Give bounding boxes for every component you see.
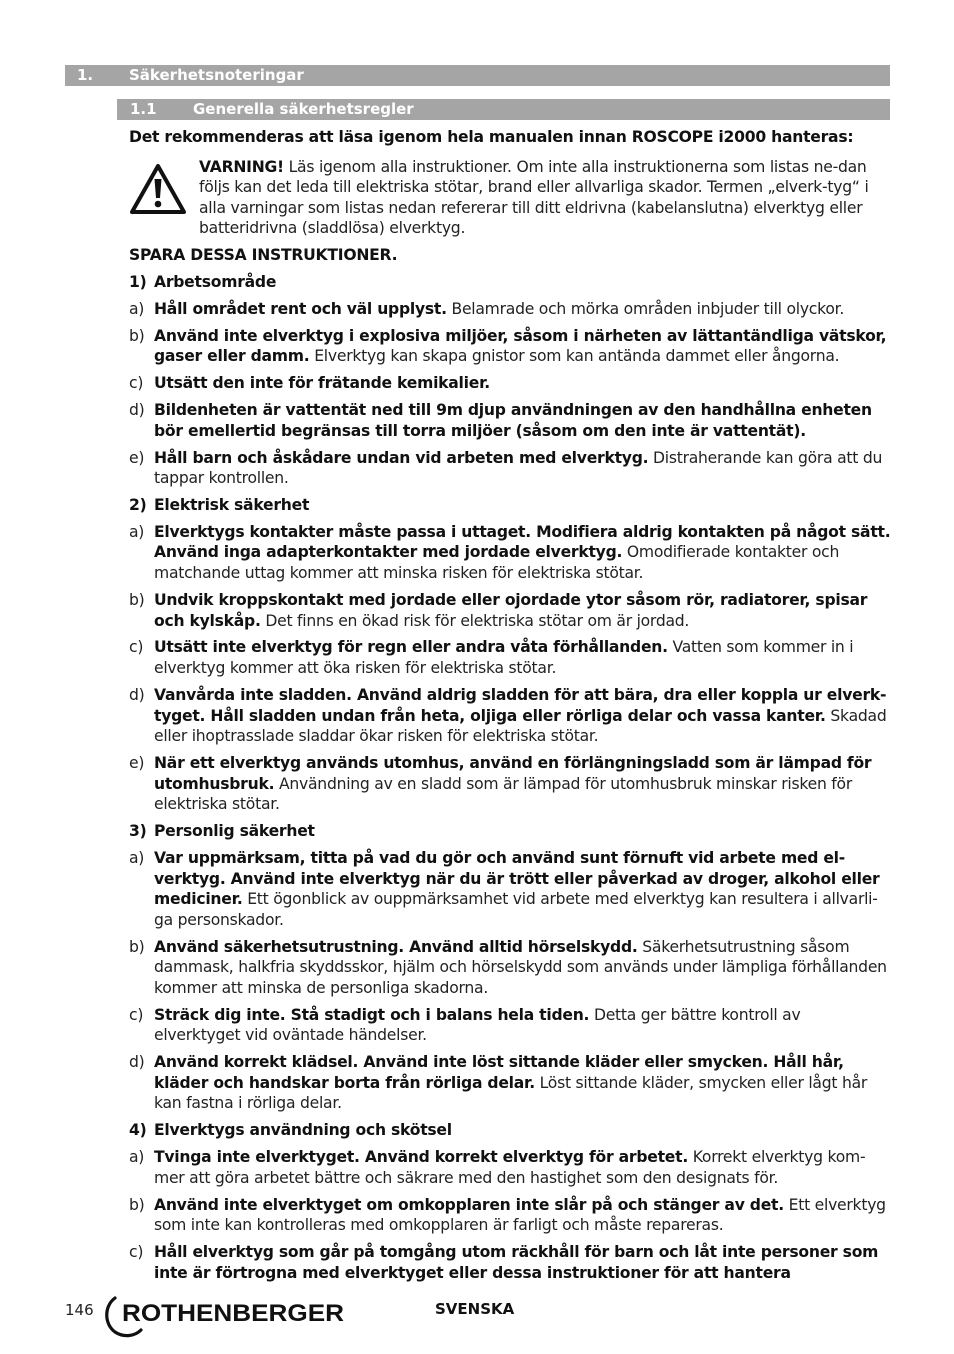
list-item [129, 1005, 891, 1046]
list-item [129, 448, 891, 489]
list-item-text [154, 299, 891, 320]
list-item-body: Ett elverktyg som inte kan kontrolleras med omkopplaren är farligt och måste repareras. [154, 1195, 886, 1235]
list-item-text [154, 522, 891, 584]
list-item-bold: Använd korrekt klädsel. Använd inte löst sittande kläder eller smycken. Håll hår, kläder och handskar borta från rörliga delar. [154, 1053, 844, 1092]
list-item-body: Distraherande kan göra att du tappar kontrollen. [154, 448, 883, 488]
list-item-letter: b) [129, 1195, 145, 1214]
list-item-text [154, 937, 891, 999]
subsection-number: 1.1 [130, 100, 157, 118]
list-item-body: Skadad eller ihoptrasslade sladdar ökar risken för elektriska stötar. [154, 706, 887, 746]
list-item [129, 937, 891, 999]
list-item [129, 299, 891, 320]
list-item-letter: a) [129, 522, 145, 541]
list-item-letter: a) [129, 848, 145, 867]
list-item-body: Belamrade och mörka områden inbjuder till olyckor. [446, 299, 845, 318]
list-item-body: Det finns en ökad risk för elektriska stötar om är jordad. [260, 611, 690, 630]
list-item-bold: Håll området rent och väl upplyst. [154, 299, 447, 318]
list-item-body: Elverktyg kan skapa gnistor som kan antända dammet eller ångorna. [309, 347, 840, 366]
warning-triangle-icon [129, 163, 187, 215]
list-item [129, 373, 891, 394]
list-item-text [154, 1052, 891, 1114]
section-heading-title: Personlig säkerhet [154, 822, 315, 841]
list-item [129, 522, 891, 584]
warning-block [129, 157, 891, 239]
list-item-letter: d) [129, 1053, 145, 1072]
list-item [129, 1242, 891, 1283]
list-item-body: Vatten som kommer in i elverktyg kommer att öka risken för elektriska stötar. [154, 638, 854, 678]
section-heading-number: 2) [129, 495, 147, 514]
list-item [129, 848, 891, 930]
logo-text: ROTHENBERGER [122, 1300, 344, 1327]
save-note [129, 245, 891, 266]
list-item-bold: Undvik kroppskontakt med jordade eller ojordade ytor såsom rör, radiatorer, spisar och kylskåp. [154, 590, 868, 630]
warning-label: VARNING! [199, 157, 284, 176]
rothenberger-logo [101, 1292, 351, 1338]
safety-sections [129, 272, 891, 1283]
list-item-bold: Håll barn och åskådare undan vid arbeten med elverktyg. [154, 448, 649, 467]
list-item-bold: Tvinga inte elverktyget. Använd korrekt elverktyg för arbetet. [154, 1148, 688, 1167]
section-heading-number: 3) [129, 822, 147, 841]
list-item-bold: Var uppmärksam, titta på vad du gör och använd sunt förnuft vid arbete med el-verktyg. Använd inte elverktyg när du är trött eller påverkad av droger, alkohol eller mediciner. [154, 848, 880, 909]
list-item-text [154, 1147, 891, 1188]
list-item-letter: e) [129, 448, 145, 467]
list-item [129, 753, 891, 815]
section-heading [129, 272, 891, 293]
language-label: SVENSKA [435, 1300, 515, 1318]
list-item-text [154, 1195, 891, 1236]
section-heading-title: Arbetsområde [154, 272, 277, 291]
section-heading-number: 4) [129, 1121, 147, 1140]
list-item-bold: Håll elverktyg som går på tomgång utom räckhåll för barn och låt inte personer som inte är förtrogna med elverktyget eller dessa instruktioner för att hantera [154, 1243, 879, 1282]
list-item-text [154, 326, 891, 367]
list-item-letter: d) [129, 685, 145, 704]
list-item-body: Omodifierade kontakter och matchande uttag kommer att minska risken för elektriska stötar. [154, 543, 840, 583]
list-item-body: Korrekt elverktyg kom-mer att göra arbetet bättre och säkrare med den hastighet som den designats för. [154, 1148, 866, 1187]
list-item-body: Säkerhetsutrustning såsom dammask, halkfria skyddsskor, hjälm och hörselskydd som används under lämpliga förhållanden kommer att minska de personliga skadorna. [154, 937, 887, 997]
section-heading [129, 821, 891, 842]
section-heading [129, 495, 891, 516]
list-item-bold: Använd inte elverktyg i explosiva miljöer, såsom i närheten av lättantändliga vätskor, gaser eller damm. [154, 326, 887, 366]
save-note-text: SPARA DESSA INSTRUKTIONER. [129, 245, 398, 264]
subsection-title: Generella säkerhetsregler [193, 100, 414, 118]
list-item [129, 1195, 891, 1236]
list-item-text [154, 1242, 891, 1283]
list-item-text [154, 685, 891, 747]
list-item-body: Löst sittande kläder, smycken eller lågt hår kan fastna i rörliga delar. [154, 1073, 868, 1113]
list-item-text [154, 637, 891, 678]
section-heading-number: 1) [129, 272, 147, 291]
list-item-letter: c) [129, 1005, 144, 1024]
list-item-bold: Elverktygs kontakter måste passa i uttaget. Modifiera aldrig kontakten på något sätt. Använd inga adapterkontakter med jordade elverktyg. [154, 522, 891, 562]
subsection-heading-bar [117, 99, 890, 120]
list-item-body: Användning av en sladd som är lämpad för utomhusbruk minskar risken för elektriska stötar. [154, 774, 852, 814]
list-item [129, 637, 891, 678]
list-item [129, 1052, 891, 1114]
list-item-letter: c) [129, 374, 144, 393]
list-item-letter: b) [129, 937, 145, 956]
list-item-text [154, 373, 891, 394]
list-item-letter: b) [129, 590, 145, 609]
section-heading [129, 1120, 891, 1141]
list-item [129, 1147, 891, 1188]
list-item-letter: d) [129, 401, 145, 420]
list-item-letter: e) [129, 754, 145, 772]
list-item-letter: a) [129, 299, 145, 318]
list-item-text [154, 753, 891, 815]
warning-text [199, 158, 869, 238]
list-item-body: Ett ögonblick av ouppmärksamhet vid arbete med elverktyg kan resultera i allvarli-ga personskador. [154, 890, 878, 929]
list-item-letter: c) [129, 638, 144, 657]
list-item-bold: När ett elverktyg används utomhus, använd en förlängningsladd som är lämpad för utomhusbruk. [154, 754, 872, 793]
list-item-bold: Sträck dig inte. Stå stadigt och i balans hela tiden. [154, 1005, 590, 1024]
manual-body [129, 127, 891, 1290]
list-item [129, 400, 891, 441]
section-heading-bar [65, 65, 890, 86]
list-item-bold: Använd inte elverktyget om omkopplaren inte slår på och stänger av det. [154, 1195, 784, 1214]
list-item-text [154, 1005, 891, 1046]
intro-text: Det rekommenderas att läsa igenom hela manualen innan ROSCOPE i2000 hanteras: [129, 128, 854, 146]
section-heading-title: Elektrisk säkerhet [154, 495, 310, 514]
list-item-bold: Vanvårda inte sladden. Använd aldrig sladden för att bära, dra eller koppla ur elverk-tyget. Håll sladden undan från heta, oljiga eller rörliga delar och vassa kanter. [154, 685, 887, 725]
list-item-letter: b) [129, 326, 145, 345]
list-item-bold: Använd säkerhetsutrustning. Använd alltid hörselskydd. [154, 937, 638, 956]
warning-body: Läs igenom alla instruktioner. Om inte alla instruktionerna som listas ne-dan följs kan det leda till elektriska stötar, brand eller allvarliga skador. Termen „elverk-tyg“ i alla varningar som listas nedan refererar till ditt eldrivna (kabelanslutna) elverktyg eller batteridrivna (sladdlösa) elverktyg. [199, 157, 869, 238]
list-item-body: Detta ger bättre kontroll av elverktyget vid oväntade händelser. [154, 1005, 801, 1045]
list-item-bold: Utsätt inte elverktyg för regn eller andra våta förhållanden. [154, 638, 668, 657]
list-item-text [154, 448, 891, 489]
section-number: 1. [77, 66, 94, 84]
section-title: Säkerhetsnoteringar [129, 66, 304, 84]
page-footer [0, 1292, 954, 1342]
section-heading-title: Elverktygs användning och skötsel [154, 1121, 452, 1140]
list-item-text [154, 848, 891, 930]
list-item-text [154, 590, 891, 631]
list-item-letter: a) [129, 1148, 145, 1167]
list-item-bold: Bildenheten är vattentät ned till 9m djup användningen av den handhållna enheten bör emellertid begränsas till torra miljöer (såsom om den inte är vattentät). [154, 401, 872, 440]
list-item [129, 590, 891, 631]
list-item [129, 326, 891, 367]
list-item-text [154, 400, 891, 441]
list-item-bold: Utsätt den inte för frätande kemikalier. [154, 374, 490, 393]
list-item-letter: c) [129, 1243, 144, 1262]
list-item [129, 685, 891, 747]
page-number: 146 [65, 1301, 94, 1319]
